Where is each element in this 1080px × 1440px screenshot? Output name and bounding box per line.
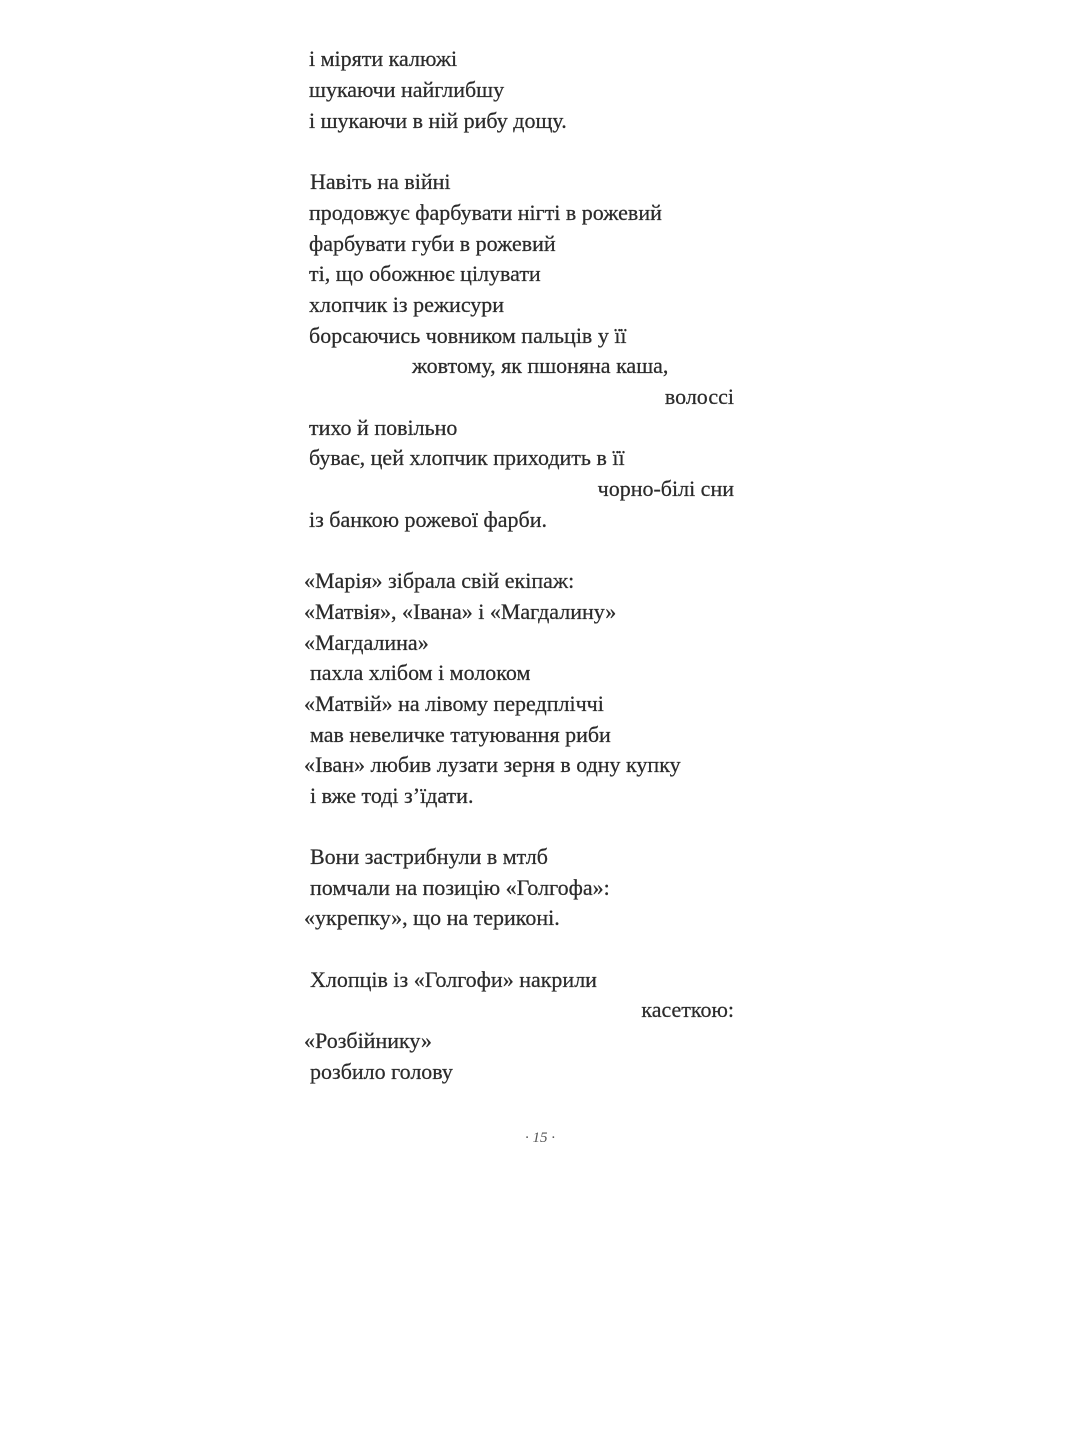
poem-line: «Матвія», «Івана» і «Магдалину»	[304, 599, 617, 624]
poem-line: пахла хлібом і молоком	[310, 660, 531, 685]
page-number: · 15 ·	[525, 1130, 555, 1146]
poem-line: Хлопців із «Голгофи» накрили	[310, 967, 597, 992]
poem-line: хлопчик із режисури	[309, 292, 505, 317]
poem-line: «Матвій» на лівому передпліччі	[304, 691, 604, 716]
poem-line: ті, що обожнює цілувати	[309, 261, 541, 286]
poem-line: «Розбійнику»	[304, 1028, 432, 1053]
poem-line: помчали на позицію «Голгофа»:	[310, 875, 610, 900]
poem-line: мав невеличке татуювання риби	[310, 722, 611, 747]
poem-line: Навіть на війні	[310, 169, 451, 194]
poem-line: жовтому, як пшоняна каша,	[412, 353, 669, 378]
poem-line: шукаючи найглибшу	[309, 77, 505, 102]
poem-line: «Марія» зібрала свій екіпаж:	[304, 568, 575, 593]
poem-line: волоссі	[664, 384, 734, 409]
poem-line: і вже тоді з’їдати.	[310, 783, 474, 808]
poem-line: і міряти калюжі	[309, 46, 458, 71]
poem-line: «укрепку», що на териконі.	[304, 905, 560, 930]
poem-line: тихо й повільно	[309, 415, 458, 440]
poem-line: розбило голову	[310, 1059, 453, 1084]
poem-line: буває, цей хлопчик приходить в її	[309, 445, 625, 470]
poem-line: касеткою:	[641, 997, 734, 1022]
poem-line: Вони застрибнули в мтлб	[310, 844, 548, 869]
poem-line: із банкою рожевої фарби.	[309, 507, 548, 532]
poem-line: і шукаючи в ній рибу дощу.	[309, 108, 567, 133]
poem-line: «Іван» любив лузати зерня в одну купку	[304, 752, 681, 777]
poem-line: фарбувати губи в рожевий	[309, 231, 556, 256]
poem-line: чорно-білі сни	[597, 476, 734, 501]
poem-line: продовжує фарбувати нігті в рожевий	[309, 200, 662, 225]
poem-line: «Магдалина»	[304, 630, 429, 655]
poem-line: борсаючись човником пальців у її	[309, 323, 627, 348]
